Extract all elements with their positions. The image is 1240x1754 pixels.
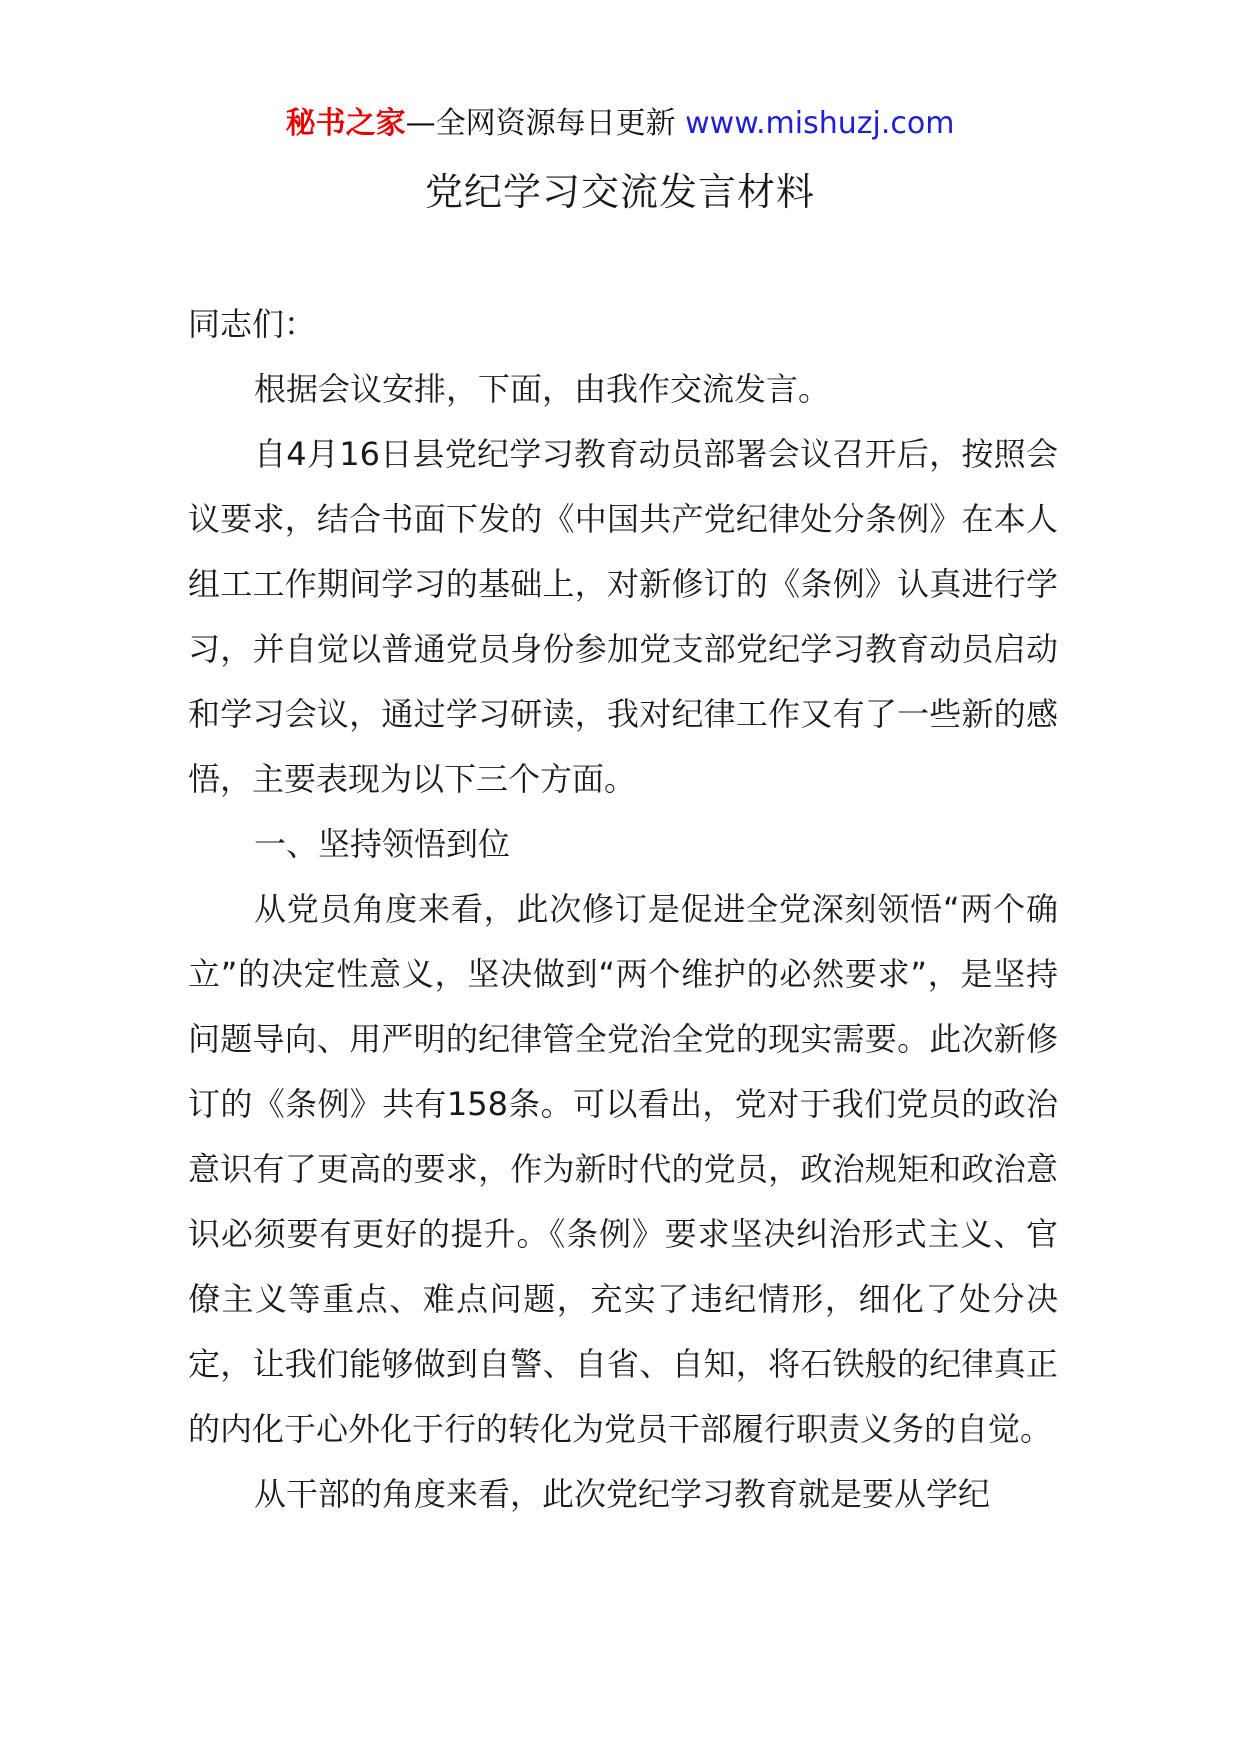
salutation: 同志们： — [188, 305, 317, 343]
paragraph-background: 自4月16日县党纪学习教育动员部署会议召开后，按照会议要求，结合书面下发的《中国共产党纪律处分条例》在本人组工工作期间学习的基础上，对新修订的《条例》认真进行学习，并自觉以普通党员身份参加党支部党纪学习教育动员启动和学习会议，通过学习研读，我对纪律工作又有了一些新的感悟，主要表现为以下三个方面。 — [188, 435, 1058, 798]
document-body — [188, 292, 1058, 1527]
paragraph-intro: 根据会议安排，下面，由我作交流发言。 — [254, 370, 831, 408]
site-brand: 秘书之家 — [285, 106, 406, 141]
document-title: 党纪学习交流发言材料 — [424, 170, 815, 214]
site-header — [0, 100, 1240, 148]
section-heading-1: 一、坚持领悟到位 — [254, 825, 511, 863]
site-url-link[interactable]: www.mishuzj.com — [685, 106, 955, 141]
paragraph-party-member-view: 从党员角度来看，此次修订是促进全党深刻领悟“两个确立”的决定性意义，坚决做到“两个维护的必然要求”，是坚持问题导向、用严明的纪律管全党治全党的现实需要。此次新修订的《条例》共有158条。可以看出，党对于我们党员的政治意识有了更高的要求，作为新时代的党员，政治规矩和政治意识必须要有更好的提升。《条例》要求坚决纠治形式主义、官僚主义等重点、难点问题，充实了违纪情形，细化了处分决定，让我们能够做到自警、自省、自知，将石铁般的纪律真正的内化于心外化于行的转化为党员干部履行职责义务的自觉。 — [188, 890, 1058, 1448]
site-slogan: —全网资源每日更新 — [405, 106, 686, 141]
paragraph-cadre-view: 从干部的角度来看，此次党纪学习教育就是要从学纪 — [254, 1475, 991, 1513]
